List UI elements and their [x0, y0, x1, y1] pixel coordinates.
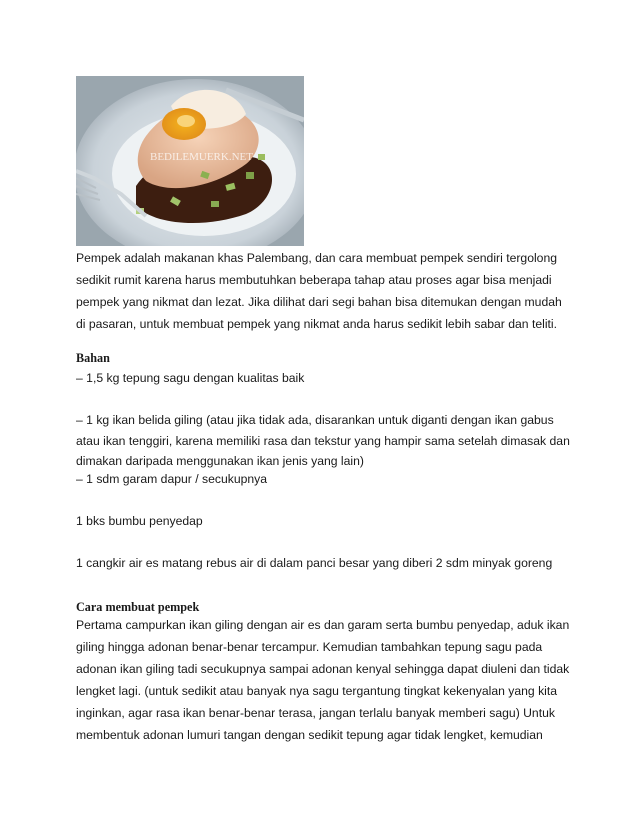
bahan-heading: Bahan [76, 351, 110, 365]
bahan-item-2-line-1: – 1 kg ikan belida giling (atau jika tidak ada, disarankan untuk diganti dengan ikan gabus [76, 413, 554, 427]
bahan-item-1: – 1,5 kg tepung sagu dengan kualitas baik [76, 371, 305, 385]
bahan-item-3: – 1 sdm garam dapur / secukupnya [76, 472, 268, 486]
pempek-photo [76, 76, 304, 246]
cara-heading: Cara membuat pempek [76, 600, 200, 614]
intro-line-3: pempek yang nikmat dan lezat. Jika dilihat dari segi bahan bisa ditemukan dengan mudah [76, 295, 562, 309]
cara-line-6: membentuk adonan lumuri tangan dengan sedikit tepung agar tidak lengket, kemudian [76, 728, 543, 742]
intro-line-1: Pempek adalah makanan khas Palembang, dan cara membuat pempek sendiri tergolong [76, 251, 558, 265]
cara-line-2: giling hingga adonan benar-benar tercampur. Kemudian tambahkan tepung sagu pada [76, 640, 543, 654]
cara-line-1: Pertama campurkan ikan giling dengan air es dan garam serta bumbu penyedap, aduk ikan [76, 618, 570, 632]
intro-line-2: sedikit rumit karena harus membutuhkan beberapa tahap atau proses agar bisa menjadi [76, 273, 552, 287]
bahan-item-2-line-2: atau ikan tenggiri, karena memiliki rasa dan tekstur yang hampir sama setelah dimasak dan [76, 434, 570, 448]
bahan-item-5: 1 cangkir air es matang rebus air di dalam panci besar yang diberi 2 sdm minyak goreng [76, 556, 553, 570]
bahan-item-4: 1 bks bumbu penyedap [76, 514, 203, 528]
cara-line-3: adonan ikan giling tadi secukupnya sampai adonan kenyal sehingga dapat diuleni dan tidak [76, 662, 570, 676]
cara-line-5: inginkan, agar rasa ikan benar-benar terasa, jangan terlalu banyak memberi sagu) Untuk [76, 706, 555, 720]
intro-line-4: di pasaran, untuk membuat pempek yang nikmat anda harus sedikit lebih sabar dan teliti. [76, 317, 558, 331]
bahan-item-2-line-3: dimakan daripada menggunakan ikan jenis yang lain) [76, 454, 364, 468]
pempek-photo-image [76, 76, 304, 246]
watermark-text: BEDILEMUERK.NET [150, 151, 253, 163]
cara-line-4: lengket lagi. (untuk sedikit atau banyak nya sagu tergantung tingkat kekenyalan yang kita [76, 684, 558, 698]
